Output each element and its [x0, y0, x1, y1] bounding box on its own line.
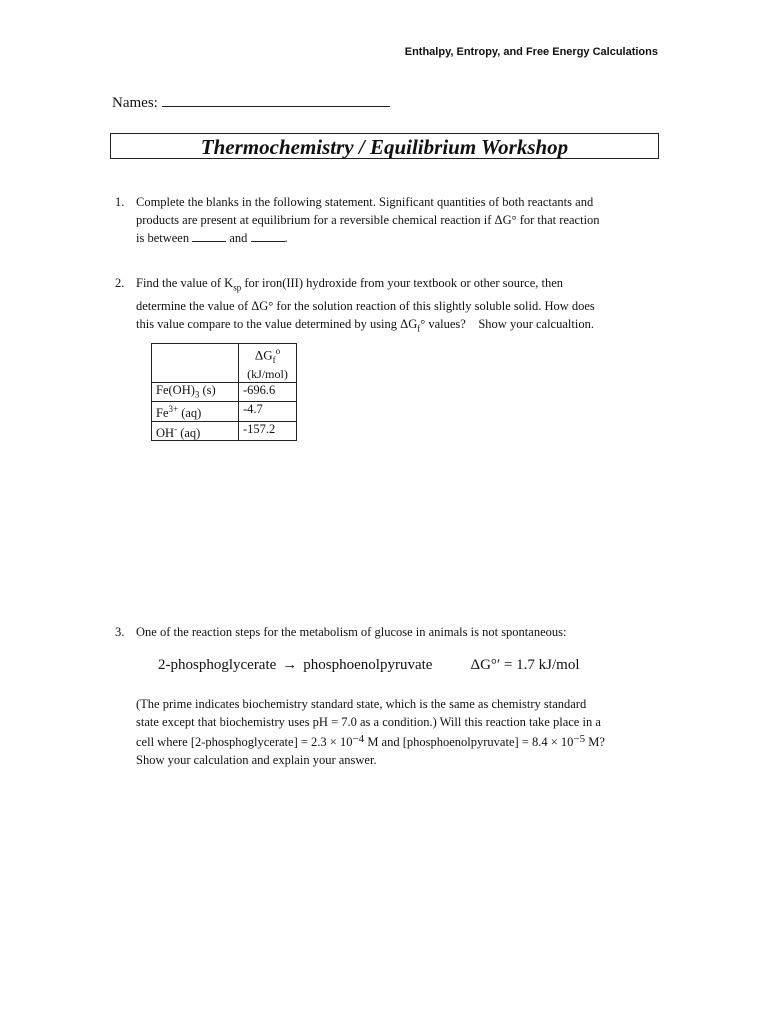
paragraph-line: cell where [2-phosphoglycerate] = $2.3 \times 10^{-4}$ M and [phosphoenolpyruvate] = $8.4 \times 10^{-5}$ M?	[136, 733, 605, 749]
question-line	[136, 274, 655, 297]
names-blank[interactable]	[162, 92, 390, 107]
question-2	[115, 274, 655, 337]
names-label: Names:	[112, 95, 158, 111]
subscript: sp	[233, 282, 242, 293]
table-header-row	[152, 344, 297, 367]
value-cell: -4.7	[239, 402, 297, 421]
question-body	[136, 274, 655, 337]
exponent: −4	[352, 733, 365, 745]
table-units: (kJ/mol)	[239, 367, 297, 383]
value-cell: -696.6	[239, 382, 297, 402]
exponent: −5	[573, 733, 586, 745]
text-fragment: Show your calcualtion.	[478, 316, 594, 331]
question-line	[136, 229, 655, 247]
text-fragment: for iron(III) hydroxide from your textbook or other source, then	[241, 276, 564, 290]
question-number: 1.	[115, 195, 125, 209]
question-line	[136, 315, 655, 338]
question-line: Complete the blanks in the following statement. Significant quantities of both reactants and	[136, 195, 594, 209]
page-title: Thermochemistry / Equilibrium Workshop	[200, 135, 569, 159]
paragraph-line: Show your calculation and explain your answer.	[136, 752, 377, 767]
arrow-icon: →	[282, 657, 298, 673]
question-number: 2.	[115, 276, 125, 290]
question-number: 3.	[115, 625, 125, 639]
subscript: f	[417, 323, 421, 333]
table-row	[152, 402, 297, 421]
question-3-paragraph	[136, 696, 656, 769]
answer-blank-1[interactable]	[192, 229, 226, 242]
text-fragment: and	[229, 231, 248, 245]
reaction-equation	[158, 657, 580, 674]
species-cell: $Fe(OH)_3$ (s)	[152, 382, 239, 402]
header-label: Enthalpy, Entropy, and Free Energy Calculations	[404, 46, 658, 58]
reactant: 2-phosphoglycerate	[158, 657, 277, 673]
table-header-empty	[152, 344, 239, 383]
value-cell: -157.2	[239, 421, 297, 440]
text-fragment: this value compare to the value determined by using ΔG	[136, 316, 418, 331]
names-row	[112, 92, 390, 112]
delta-g-value: ΔG°′ = 1.7 kJ/mol	[470, 657, 580, 673]
question-line: products are present at equilibrium for a reversible chemical reaction if ΔG° for that reaction	[136, 213, 600, 227]
text-fragment: Find the value of K	[136, 276, 234, 290]
answer-blank-2[interactable]	[251, 229, 285, 242]
text-fragment: .	[284, 231, 288, 245]
question-3	[115, 623, 655, 641]
question-body	[136, 193, 655, 247]
paragraph-line: state except that biochemistry uses pH = 7.0 as a condition.) Will this reaction take place in a	[136, 714, 601, 729]
title-box	[110, 133, 659, 159]
text-fragment: is between	[136, 231, 190, 245]
species-cell: OH- (aq)	[152, 421, 239, 440]
question-line: determine the value of ΔG° for the solution reaction of this slightly soluble solid. How does	[136, 298, 595, 313]
table-row	[152, 382, 297, 402]
question-1	[115, 193, 655, 247]
text-fragment: ° values?	[420, 316, 466, 331]
product: phosphoenolpyruvate	[303, 657, 433, 673]
table-header-dg: $\Delta G_f^o$	[239, 344, 297, 367]
free-energy-table	[151, 343, 297, 441]
question-intro: One of the reaction steps for the metabolism of glucose in animals is not spontaneous:	[136, 625, 567, 639]
paragraph-line: (The prime indicates biochemistry standard state, which is the same as chemistry standard	[136, 697, 587, 711]
species-cell: $Fe^{3+}$ (aq)	[152, 402, 239, 421]
table-row	[152, 421, 297, 440]
